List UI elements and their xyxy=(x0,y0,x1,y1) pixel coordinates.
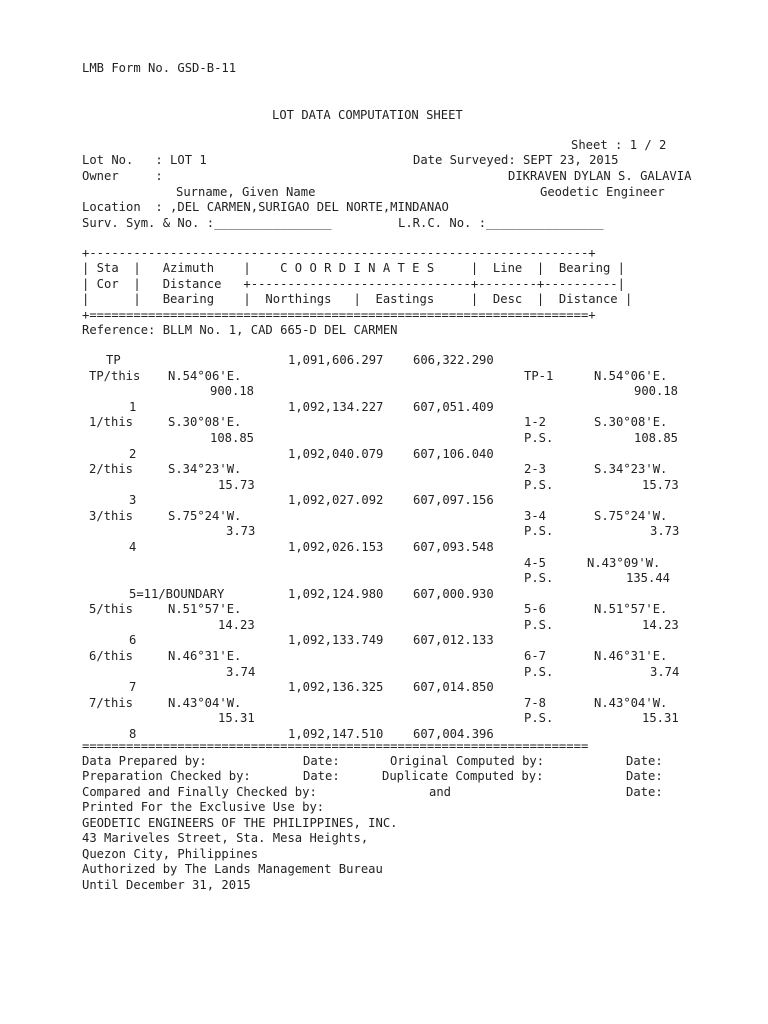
address-line-1: 43 Mariveles Street, Sta. Mesa Heights, xyxy=(82,831,369,845)
authorized-by: Authorized by The Lands Management Bureau xyxy=(82,862,383,876)
compared-checked-by: Compared and Finally Checked by: xyxy=(82,785,317,799)
date-label: Date: xyxy=(626,785,663,799)
table-row: TP 1,091,606.297 606,322.290 xyxy=(106,353,494,367)
sheet-line xyxy=(0,138,768,154)
footer-line-9 xyxy=(0,878,768,894)
table-border-top: +--------------------------------------------------------------------+ xyxy=(82,246,596,260)
footer-line-3 xyxy=(0,785,768,801)
valid-until: Until December 31, 2015 xyxy=(82,878,251,892)
table-row: 1 1,092,134.227 607,051.409 xyxy=(129,399,494,414)
table-row: 4 1,092,026.153 607,093.548 xyxy=(129,540,494,554)
page-title: LOT DATA COMPUTATION SHEET xyxy=(272,108,463,122)
duplicate-computed-by: Duplicate Computed by: xyxy=(382,769,544,783)
and-label: and xyxy=(429,785,452,799)
owner-hint: Surname, Given Name xyxy=(176,185,316,199)
survey-symbol: Surv. Sym. & No. :________________ xyxy=(82,216,332,230)
table-row: 15.31 P.S. 15.31 xyxy=(218,711,679,726)
table-row: 4-5 N.43°09'W. xyxy=(524,555,661,570)
table-row: 1/this S.30°08'E. 1-2 S.30°08'E. xyxy=(89,415,668,430)
address-line-2: Quezon City, Philippines xyxy=(82,847,259,861)
table-row: 15.73 P.S. 15.73 xyxy=(218,477,679,492)
table-row: 108.85 P.S. 108.85 xyxy=(210,430,679,445)
table-row: 6/this N.46°31'E. 6-7 N.46°31'E. xyxy=(89,649,668,663)
table-header-row-1: | Sta | Azimuth | C O O R D I N A T E S | Line | Bearing | xyxy=(82,261,625,275)
footer-line-4 xyxy=(0,800,768,816)
table-header-row-3: | | Bearing | Northings | Eastings | Desc | Distance | xyxy=(82,292,633,306)
reference: Reference: BLLM No. 1, CAD 665-D DEL CARMEN xyxy=(82,323,398,337)
footer-line-1 xyxy=(0,754,768,770)
table-row: TP/this N.54°06'E. TP-1 N.54°06'E. xyxy=(89,368,668,383)
table-border-bottom: +====================================================================+ xyxy=(82,308,596,322)
footer-line-2 xyxy=(0,769,768,785)
table-row: 3.73 P.S. 3.73 xyxy=(226,524,680,539)
table-row: 5=11/BOUNDARY 1,092,124.980 607,000.930 xyxy=(129,586,494,601)
footer-line-7 xyxy=(0,847,768,863)
table-row: 2 1,092,040.079 607,106.040 xyxy=(129,446,494,461)
engineer-name: DIKRAVEN DYLAN S. GALAVIA xyxy=(508,169,692,183)
owner-hint-line xyxy=(0,185,768,201)
owner-label: Owner : xyxy=(82,169,163,183)
company-name: GEODETIC ENGINEERS OF THE PHILIPPINES, INC. xyxy=(82,816,398,830)
prepared-by: Data Prepared by: xyxy=(82,754,207,768)
table-header-row-2: | Cor | Distance +------------------------------+--------+----------| xyxy=(82,277,625,291)
table-row: 14.23 P.S. 14.23 xyxy=(218,617,679,632)
location-line xyxy=(0,200,768,216)
table-row: 7 1,092,136.325 607,014.850 xyxy=(129,680,494,695)
date-label: Date: xyxy=(626,769,663,783)
preparation-checked-by: Preparation Checked by: xyxy=(82,769,251,783)
table-row: 900.18 900.18 xyxy=(210,384,679,399)
date-surveyed: Date Surveyed: SEPT 23, 2015 xyxy=(413,153,619,167)
table-row: 3/this S.75°24'W. 3-4 S.75°24'W. xyxy=(89,508,668,523)
form-number-line xyxy=(0,61,768,77)
reference-line xyxy=(0,323,768,339)
title-line xyxy=(0,108,768,124)
lrc-number: L.R.C. No. :________________ xyxy=(398,216,604,230)
table-row: 3 1,092,027.092 607,097.156 xyxy=(129,493,494,508)
sheet-number: Sheet : 1 / 2 xyxy=(571,138,667,152)
printed-for: Printed For the Exclusive Use by: xyxy=(82,800,325,814)
survey-line xyxy=(0,216,768,232)
owner-line xyxy=(0,169,768,185)
table-row: 5/this N.51°57'E. 5-6 N.51°57'E. xyxy=(89,602,668,617)
form-number: LMB Form No. GSD-B-11 xyxy=(82,61,237,75)
table-row: 6 1,092,133.749 607,012.133 xyxy=(129,633,494,648)
lot-number: Lot No. : LOT 1 xyxy=(82,153,207,167)
footer-separator: ===================================================================== xyxy=(82,739,589,753)
table-row: 3.74 P.S. 3.74 xyxy=(226,664,680,679)
original-computed-by: Original Computed by: xyxy=(390,754,545,768)
table-row: 8 1,092,147.510 607,004.396 xyxy=(129,726,494,741)
table-row: 7/this N.43°04'W. 7-8 N.43°04'W. xyxy=(89,695,668,710)
lot-line xyxy=(0,153,768,169)
table-row: 2/this S.34°23'W. 2-3 S.34°23'W. xyxy=(89,462,668,477)
location: Location : ,DEL CARMEN,SURIGAO DEL NORTE,MINDANAO xyxy=(82,200,449,214)
engineer-title: Geodetic Engineer xyxy=(540,185,665,199)
footer-line-8 xyxy=(0,862,768,878)
date-label: Date: xyxy=(626,754,663,768)
date-label: Date: xyxy=(303,754,340,768)
footer-line-5 xyxy=(0,816,768,832)
footer-line-6 xyxy=(0,831,768,847)
table-row: P.S. 135.44 xyxy=(524,571,671,586)
date-label: Date: xyxy=(303,769,340,783)
